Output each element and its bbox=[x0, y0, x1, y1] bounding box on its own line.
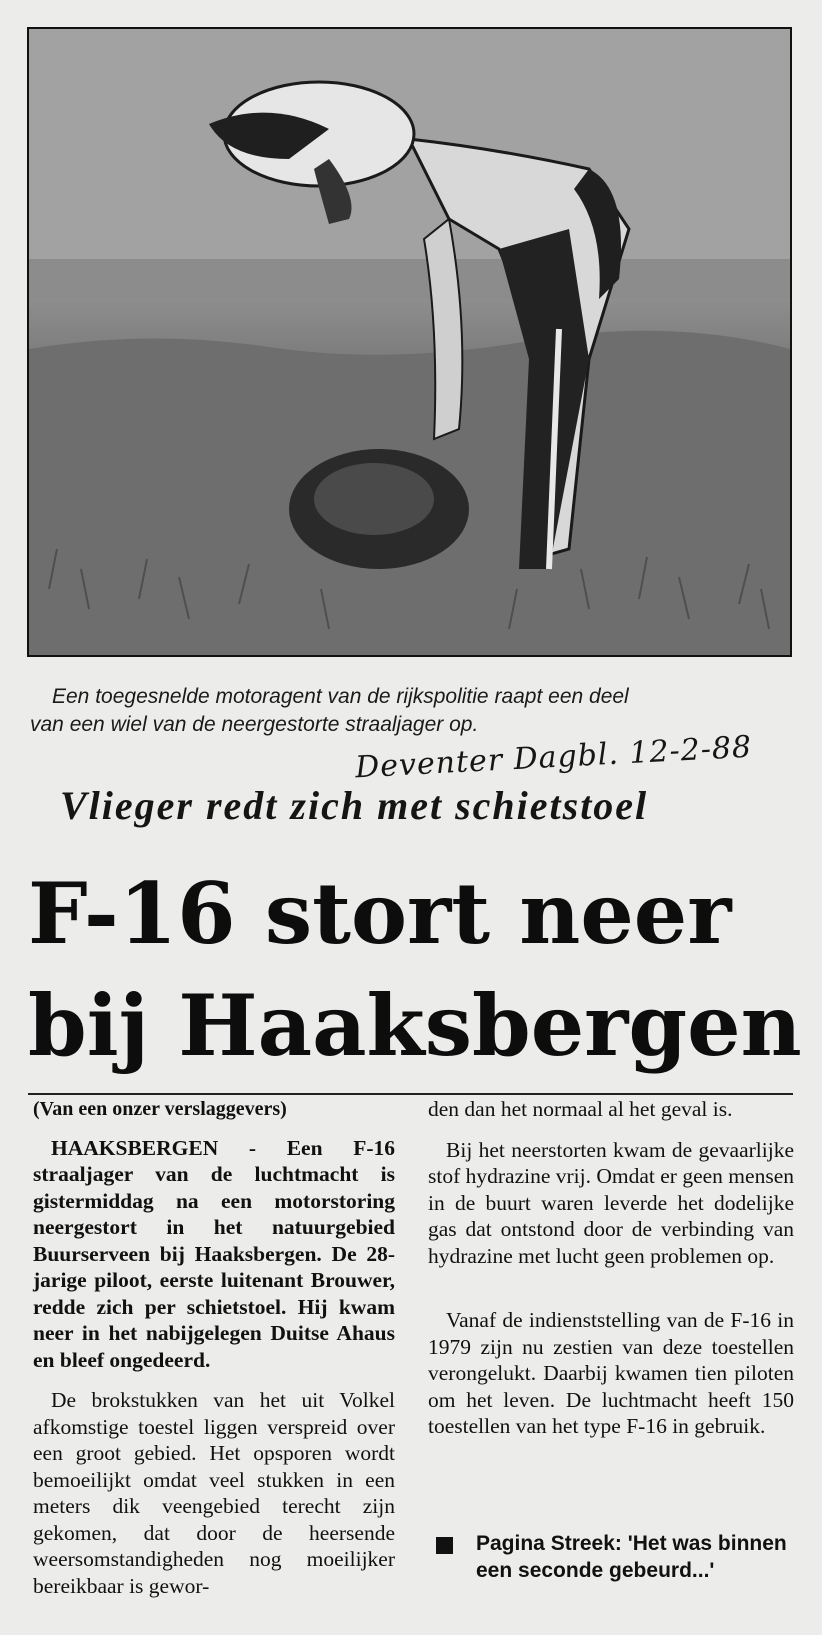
handwritten-source-note: Deventer Dagbl. 12-2-88 bbox=[354, 729, 753, 786]
news-photo bbox=[27, 27, 792, 657]
article-column-right bbox=[428, 1096, 794, 1440]
body-paragraph-continued: den dan het normaal al het geval is. bbox=[428, 1097, 733, 1121]
lead-paragraph: HAAKSBERGEN - Een F-16 straaljager van de luchtmacht is gistermiddag na een motorstoring neergestort in het natuurgebied Buurserveen bij Haaksbergen. De 28-jarige piloot, eerste luitenant Brouwer, redde zich per schietstoel. Hij kwam neer in het nabijgelegen Duitse Ahaus en bleef ongedeerd. bbox=[33, 1135, 395, 1372]
body-paragraph: Vanaf de indienststelling van de F-16 in 1979 zijn nu zestien van deze toestellen verongelukt. Daarbij kwamen tien piloten om het leven. De luchtmacht heeft 150 toestellen van het type F-16 in gebruik. bbox=[428, 1308, 794, 1438]
caption-line-1: Een toegesnelde motoragent van de rijkspolitie raapt een deel bbox=[52, 685, 629, 708]
article-column-left bbox=[33, 1096, 395, 1599]
main-headline bbox=[28, 858, 808, 1082]
caption-line-2: van een wiel van de neergestorte straaljager op. bbox=[30, 713, 479, 736]
page-crossreference bbox=[436, 1530, 796, 1584]
photo-illustration bbox=[29, 29, 790, 655]
body-paragraph: Bij het neerstorten kwam de gevaarlijke stof hydrazine vrij. Omdat er geen mensen in de buurt waren leverde het dodelijke gas dat ontstond door de verbinding van hydrazine met lucht geen problemen op. bbox=[428, 1137, 794, 1268]
crossref-text: Pagina Streek: 'Het was binnen een seconde gebeurd...' bbox=[476, 1532, 787, 1582]
headline-line-2: bij Haaksbergen bbox=[28, 976, 802, 1075]
photo-caption bbox=[30, 683, 790, 739]
byline: (Van een onzer verslaggevers) bbox=[33, 1098, 287, 1120]
square-bullet-icon bbox=[436, 1537, 453, 1554]
kicker-headline: Vlieger redt zich met schietstoel bbox=[60, 783, 649, 828]
headline-line-1: F-16 stort neer bbox=[28, 864, 732, 963]
headline-divider bbox=[28, 1093, 793, 1095]
body-paragraph: De brokstukken van het uit Volkel afkomstige toestel liggen verspreid over een groot gebied. Het opsporen wordt bemoeilijkt omdat veel stukken in een meters dik veengebied terecht zijn gekomen, dat door de heersende weersomstandigheden nog moeilijker bereikbaar is gewor- bbox=[33, 1388, 395, 1598]
